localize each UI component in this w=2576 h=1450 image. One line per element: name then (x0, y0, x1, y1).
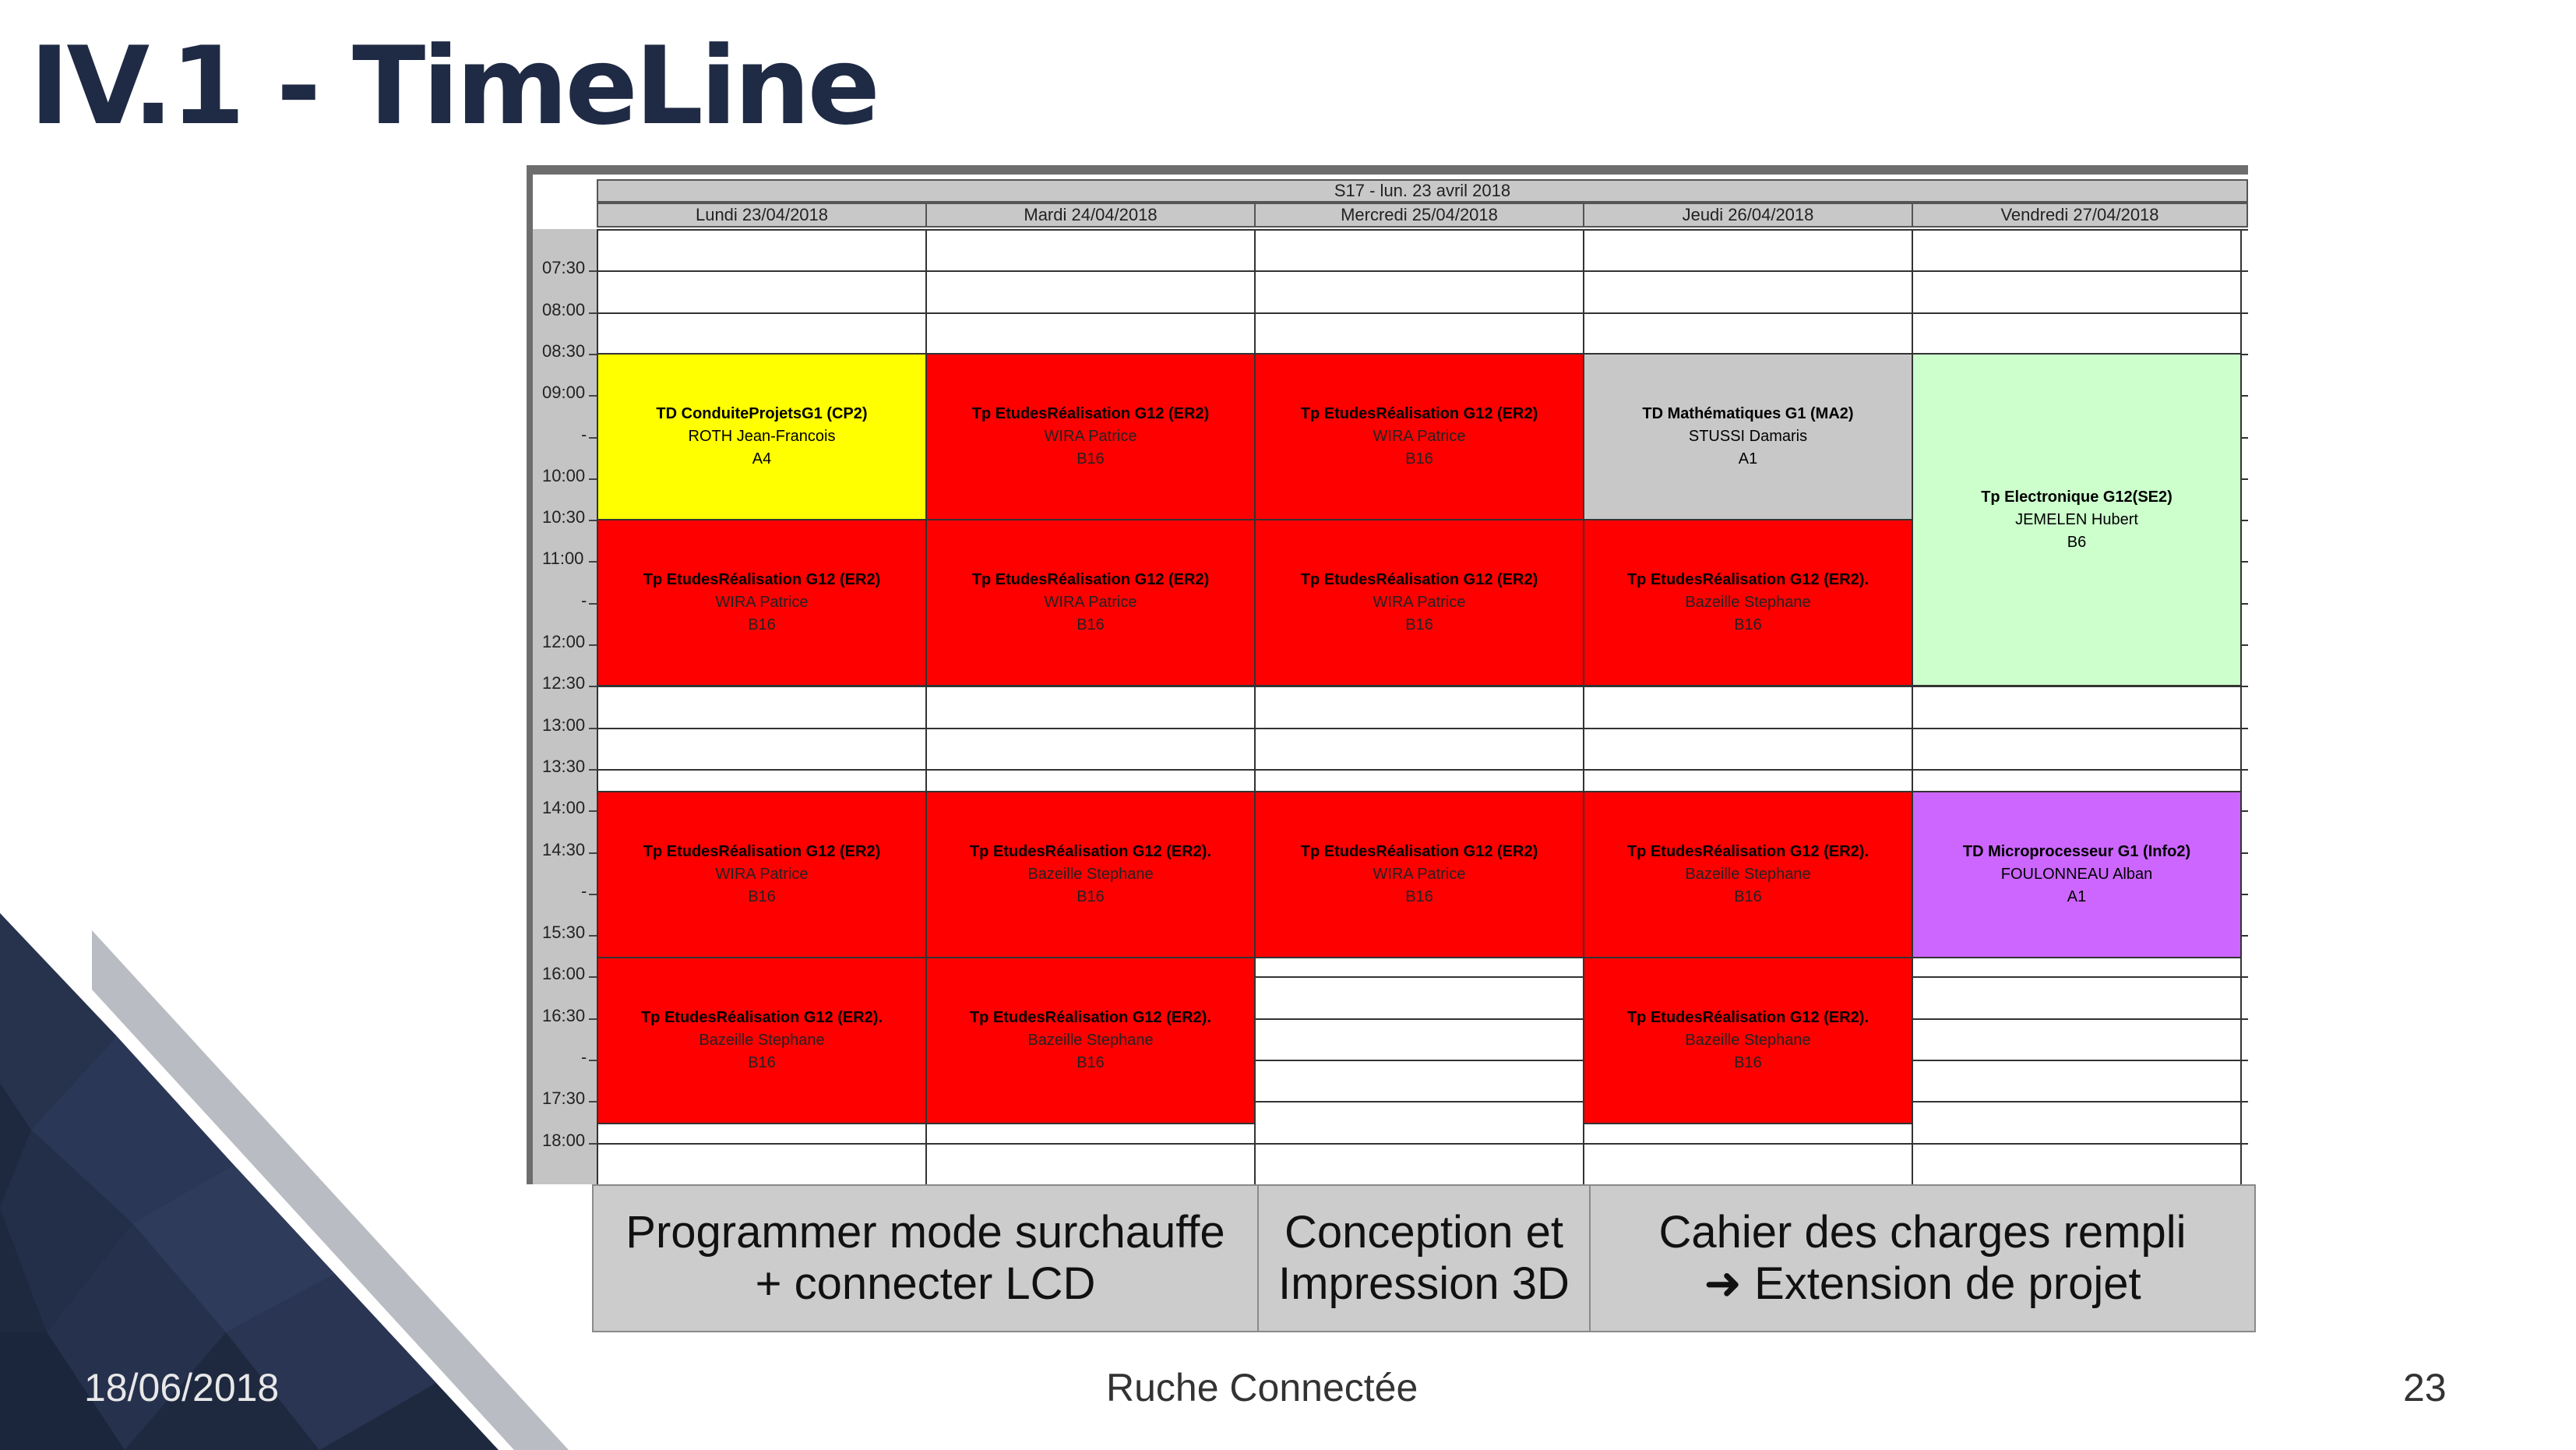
time-column (533, 229, 597, 1184)
time-label: 13:30 (542, 757, 586, 776)
timetable-left-bar (527, 165, 533, 1184)
time-tick (589, 1018, 597, 1020)
event-room: B16 (1077, 616, 1105, 633)
event-thursday-0900[interactable] (1583, 353, 1913, 520)
event-person: WIRA Patrice (1044, 594, 1137, 611)
time-tick (589, 810, 597, 812)
event-title: Tp EtudesRéalisation G12 (ER2) (643, 571, 881, 588)
event-thursday-1400[interactable] (1583, 791, 1913, 958)
event-tuesday-1030[interactable] (925, 519, 1256, 686)
event-wednesday-1030[interactable] (1254, 519, 1584, 686)
time-label: 11:00 (542, 549, 584, 568)
note-line: Impression 3D (1278, 1258, 1570, 1309)
time-tick (589, 270, 597, 272)
event-tuesday-1600[interactable] (925, 957, 1256, 1124)
event-person: Bazeille Stephane (1685, 594, 1811, 611)
footer-presentation-title: Ruche Connectée (1106, 1366, 1418, 1409)
event-person: Bazeille Stephane (1027, 866, 1154, 883)
event-monday-1600[interactable] (597, 957, 927, 1124)
time-tick (589, 935, 597, 937)
event-room: B16 (1405, 450, 1433, 467)
event-room: B16 (1077, 450, 1105, 467)
time-tick (589, 1143, 597, 1145)
time-label: 14:30 (542, 840, 586, 859)
day-header-friday[interactable]: Vendredi 27/04/2018 (1912, 203, 2248, 228)
time-tick (589, 395, 597, 397)
event-room: B16 (1734, 616, 1762, 633)
note-line: + connecter LCD (755, 1258, 1096, 1309)
time-label: - (581, 881, 587, 901)
event-title: Tp EtudesRéalisation G12 (ER2). (1626, 1009, 1869, 1026)
event-friday-0900[interactable] (1912, 353, 2242, 686)
event-friday-1400[interactable] (1912, 791, 2242, 958)
time-label: 08:00 (542, 300, 586, 319)
event-title: Tp EtudesRéalisation G12 (ER2). (1626, 843, 1869, 860)
event-tuesday-0900[interactable] (925, 353, 1256, 520)
event-room: B16 (748, 616, 776, 633)
time-label: 10:30 (542, 507, 586, 527)
event-person: JEMELEN Hubert (2015, 510, 2138, 528)
event-person: Bazeille Stephane (1027, 1032, 1154, 1049)
time-tick (589, 769, 597, 771)
event-title: Tp EtudesRéalisation G12 (ER2). (1626, 571, 1869, 588)
time-label: 17:30 (542, 1088, 586, 1108)
time-label: 16:30 (542, 1006, 586, 1025)
time-tick (589, 561, 597, 563)
event-title: TD Microprocesseur G1 (Info2) (1962, 843, 2191, 860)
time-tick (589, 354, 597, 355)
event-person: FOULONNEAU Alban (2000, 866, 2153, 883)
time-label: 09:00 (542, 383, 586, 402)
day-header-monday[interactable]: Lundi 23/04/2018 (597, 203, 927, 228)
event-title: Tp EtudesRéalisation G12 (ER2). (640, 1009, 883, 1026)
grid-row-line (597, 728, 2248, 729)
event-title: Tp EtudesRéalisation G12 (ER2) (971, 571, 1210, 588)
day-header-tuesday[interactable]: Mardi 24/04/2018 (925, 203, 1256, 228)
event-person: STUSSI Damaris (1688, 428, 1808, 445)
event-room: B16 (1405, 616, 1433, 633)
time-tick (589, 976, 597, 978)
time-tick (589, 603, 597, 605)
event-room: A1 (1738, 450, 1758, 467)
time-tick (589, 686, 597, 687)
event-person: WIRA Patrice (1373, 428, 1466, 445)
time-label: 12:00 (542, 632, 586, 651)
event-title: Tp EtudesRéalisation G12 (ER2) (1300, 843, 1538, 860)
event-room: B16 (748, 1054, 776, 1071)
time-tick (589, 1060, 597, 1061)
event-monday-1400[interactable] (597, 791, 927, 958)
time-label: 08:30 (542, 341, 586, 361)
timetable-top-bar (527, 165, 2248, 175)
week-header: S17 - lun. 23 avril 2018 (597, 179, 2248, 203)
event-room: B16 (748, 888, 776, 905)
note-specifications (1589, 1184, 2256, 1332)
event-thursday-1600[interactable] (1583, 957, 1913, 1124)
time-label: 10:00 (542, 466, 586, 485)
event-monday-1030[interactable] (597, 519, 927, 686)
event-person: WIRA Patrice (1373, 866, 1466, 883)
event-person: WIRA Patrice (715, 866, 809, 883)
footer-date: 18/06/2018 (84, 1366, 280, 1409)
slide-title: IV.1 - TimeLine (30, 23, 878, 149)
event-person: Bazeille Stephane (1685, 1032, 1811, 1049)
grid-row-line (597, 1143, 2248, 1145)
event-title: TD Mathématiques G1 (MA2) (1642, 405, 1854, 422)
grid-row-line (597, 229, 2248, 231)
time-label: 18:00 (542, 1131, 586, 1150)
event-tuesday-1400[interactable] (925, 791, 1256, 958)
event-room: A4 (752, 450, 772, 467)
event-person: Bazeille Stephane (699, 1032, 825, 1049)
event-thursday-1030[interactable] (1583, 519, 1913, 686)
time-label: - (581, 425, 587, 444)
time-label: - (581, 1047, 587, 1067)
time-label: 13:00 (542, 715, 586, 735)
time-tick (589, 312, 597, 314)
event-room: B16 (1734, 1054, 1762, 1071)
event-room: A1 (2067, 888, 2087, 905)
event-person: WIRA Patrice (715, 594, 809, 611)
event-title: Tp EtudesRéalisation G12 (ER2) (1300, 571, 1538, 588)
time-label: 12:30 (542, 673, 586, 693)
event-person: WIRA Patrice (1044, 428, 1137, 445)
event-monday-0900[interactable] (597, 353, 927, 520)
event-title: Tp EtudesRéalisation G12 (ER2) (971, 405, 1210, 422)
event-room: B16 (1077, 1054, 1105, 1071)
time-label: 07:30 (542, 258, 586, 277)
time-tick (589, 437, 597, 439)
time-label: 15:30 (542, 923, 586, 942)
day-header-thursday[interactable]: Jeudi 26/04/2018 (1583, 203, 1913, 228)
event-person: WIRA Patrice (1373, 594, 1466, 611)
note-line: ➜ Extension de projet (1704, 1258, 2141, 1309)
event-title: Tp EtudesRéalisation G12 (ER2) (1300, 405, 1538, 422)
event-title: Tp EtudesRéalisation G12 (ER2). (969, 843, 1212, 860)
grid-row-line (597, 270, 2248, 272)
timetable (527, 165, 2248, 1184)
note-overheat-lcd (592, 1184, 1259, 1332)
event-title: Tp EtudesRéalisation G12 (ER2) (643, 843, 881, 860)
time-tick (589, 1101, 597, 1102)
time-tick (589, 852, 597, 854)
page-number: 23 (2403, 1366, 2447, 1409)
grid-row-line (597, 769, 2248, 771)
time-label: - (581, 591, 587, 610)
note-3d-printing (1257, 1184, 1591, 1332)
event-title: Tp Electronique G12(SE2) (1981, 488, 2173, 506)
grid-row-line (597, 312, 2248, 314)
note-line: Conception et (1284, 1207, 1563, 1258)
time-label: 14:00 (542, 798, 586, 817)
time-tick (589, 478, 597, 480)
day-header-wednesday[interactable]: Mercredi 25/04/2018 (1254, 203, 1584, 228)
time-tick (589, 894, 597, 895)
time-tick (589, 520, 597, 521)
event-person: ROTH Jean-Francois (688, 428, 836, 445)
note-line: Cahier des charges rempli (1658, 1207, 2187, 1258)
event-person: Bazeille Stephane (1685, 866, 1811, 883)
event-room: B16 (1077, 888, 1105, 905)
time-tick (589, 644, 597, 646)
event-room: B16 (1734, 888, 1762, 905)
note-line: Programmer mode surchauffe (625, 1207, 1225, 1258)
event-room: B16 (1405, 888, 1433, 905)
event-wednesday-0900[interactable] (1254, 353, 1584, 520)
event-title: TD ConduiteProjetsG1 (CP2) (656, 405, 868, 422)
event-room: B6 (2067, 533, 2087, 551)
event-wednesday-1400[interactable] (1254, 791, 1584, 958)
event-title: Tp EtudesRéalisation G12 (ER2). (969, 1009, 1212, 1026)
time-tick (589, 728, 597, 729)
time-label: 16:00 (542, 964, 586, 983)
